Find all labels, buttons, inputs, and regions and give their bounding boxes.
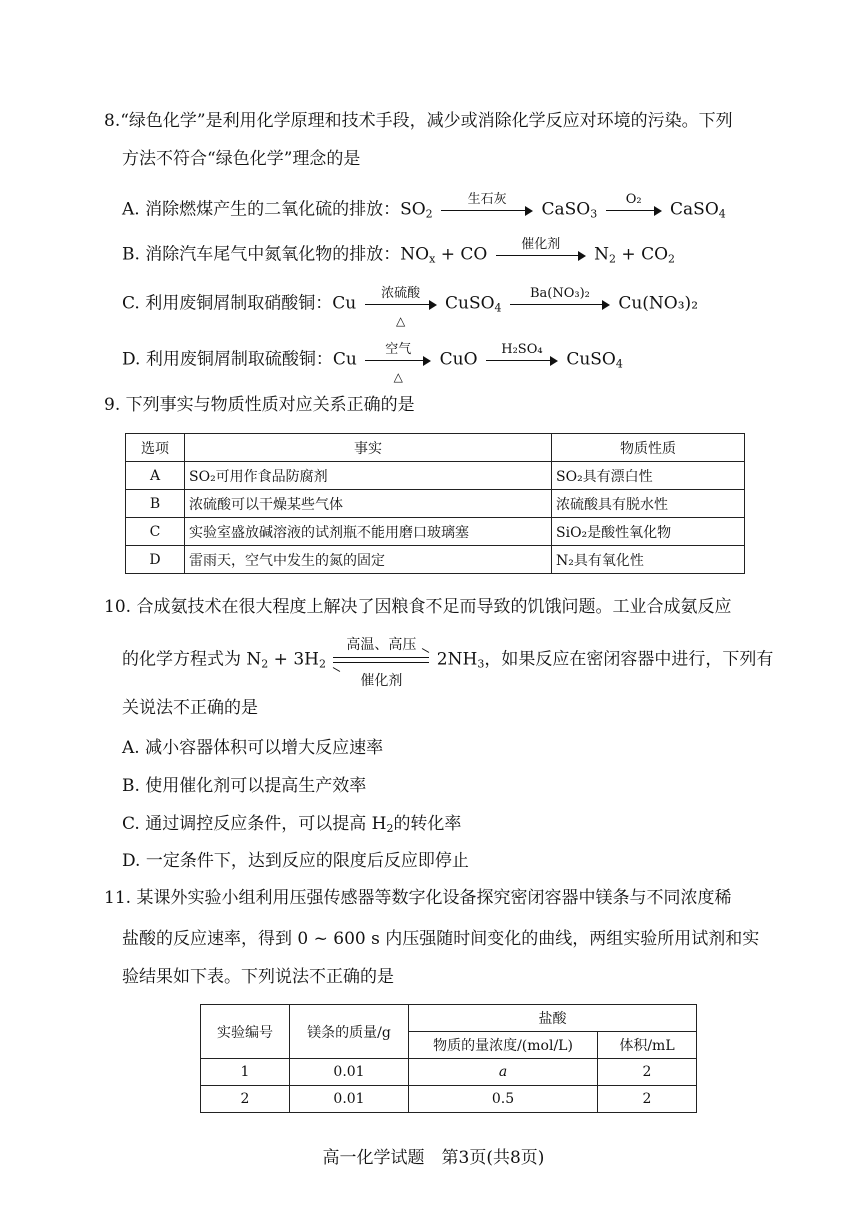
q11-stem-line1: 11. 某课外实验小组利用压强传感器等数字化设备探究密闭容器中镁条与不同浓度稀 (104, 888, 732, 908)
table-header-cell: 盐酸 (409, 1005, 697, 1032)
table-header-row (201, 1005, 697, 1032)
q10-option-a: A. 减小容器体积可以增大反应速率 (122, 738, 384, 758)
q10-stem-line1: 10. 合成氨技术在很大程度上解决了因粮食不足而导致的饥饿问题。工业合成氨反应 (104, 597, 732, 617)
table-header-cell: 物质性质 (552, 434, 745, 462)
q8-option-b: B. 消除汽车尾气中氮氧化物的排放：$NO_x$ + CO 催化剂 $N_2 + CO_2$ (122, 237, 676, 266)
table-header-cell: 事实 (185, 434, 552, 462)
reaction-arrow: 催化剂 (496, 243, 586, 267)
table-cell: 0.01 (290, 1086, 409, 1113)
table-cell: 2 (201, 1086, 290, 1113)
q10-option-c: C. 通过调控反应条件，可以提高 $H_2$的转化率 (122, 814, 462, 835)
table-header-cell: 体积/mL (598, 1032, 697, 1059)
page-footer: 高一化学试题 第3页(共8页) (322, 1148, 545, 1168)
table-header-cell: 实验编号 (201, 1005, 290, 1059)
q10-option-d: D. 一定条件下，达到反应的限度后反应即停止 (122, 851, 469, 871)
table-cell: 0.01 (290, 1059, 409, 1086)
q11-table (200, 1004, 697, 1113)
table-cell: a (409, 1059, 598, 1086)
table-cell: D (126, 546, 185, 574)
table-cell: 浓硫酸具有脱水性 (552, 490, 745, 518)
table-row (201, 1086, 697, 1113)
table-header-cell: 物质的量浓度/(mol/L) (409, 1032, 598, 1059)
q10-option-b: B. 使用催化剂可以提高生产效率 (122, 776, 367, 796)
table-cell: SO₂具有漂白性 (552, 462, 745, 490)
table-cell: SO₂可用作食品防腐剂 (185, 462, 552, 490)
q11-stem-line2: 盐酸的反应速率，得到 0 ~ 600 s 内压强随时间变化的曲线，两组实验所用试剂和实 (122, 929, 760, 949)
table-header-cell: 选项 (126, 434, 185, 462)
table-cell: 1 (201, 1059, 290, 1086)
table-cell: 2 (598, 1059, 697, 1086)
table-row (126, 490, 745, 518)
table-row (126, 546, 745, 574)
q8-option-c: C. 利用废铜屑制取硝酸铜：Cu 浓硫酸 △ CuSO$_4$ Ba(NO₃)₂ Cu(NO₃)₂ (122, 286, 699, 328)
equilibrium-arrow: 高温、高压 催化剂 (333, 648, 429, 672)
table-header-row (126, 434, 745, 462)
table-header-cell: 镁条的质量/g (290, 1005, 409, 1059)
reaction-arrow: H₂SO₄ (486, 348, 558, 372)
table-cell: N₂具有氧化性 (552, 546, 745, 574)
table-cell: B (126, 490, 185, 518)
q11-stem-line3: 验结果如下表。下列说法不正确的是 (122, 967, 394, 987)
table-cell: 0.5 (409, 1086, 598, 1113)
reaction-arrow: Ba(NO₃)₂ (510, 292, 610, 316)
table-row (126, 518, 745, 546)
table-cell: 实验室盛放碱溶液的试剂瓶不能用磨口玻璃塞 (185, 518, 552, 546)
reaction-arrow: 生石灰 (441, 198, 533, 222)
q8-option-d: D. 利用废铜屑制取硫酸铜：Cu 空气 △ CuO H₂SO₄ CuSO$_4$ (122, 342, 623, 384)
table-row (126, 462, 745, 490)
table-cell: 浓硫酸可以干燥某些气体 (185, 490, 552, 518)
table-cell: SiO₂是酸性氧化物 (552, 518, 745, 546)
table-cell: C (126, 518, 185, 546)
reaction-arrow: O₂ (606, 198, 662, 222)
q8-stem-line2: 方法不符合“绿色化学”理念的是 (122, 149, 361, 169)
q10-stem-line2: 的化学方程式为 $N_2 + 3H_2$ 高温、高压 催化剂 $2NH_3$，如果反应在密闭容器中进行，下列有 (122, 637, 774, 689)
table-cell: A (126, 462, 185, 490)
reaction-arrow: 浓硫酸 △ (365, 292, 437, 316)
table-row (201, 1059, 697, 1086)
q8-stem-line1: 8.“绿色化学”是利用化学原理和技术手段，减少或消除化学反应对环境的污染。下列 (104, 111, 733, 131)
table-cell: 雷雨天，空气中发生的氮的固定 (185, 546, 552, 574)
q9-table (125, 433, 745, 574)
table-cell: 2 (598, 1086, 697, 1113)
reaction-arrow: 空气 △ (365, 348, 431, 372)
q8-option-a: A. 消除燃煤产生的二氧化硫的排放：$SO_2$ 生石灰 CaSO$_3$ O₂ CaSO$_4$ (122, 192, 726, 221)
q9-stem: 9. 下列事实与物质性质对应关系正确的是 (104, 395, 415, 415)
q10-stem-line3: 关说法不正确的是 (122, 698, 258, 718)
